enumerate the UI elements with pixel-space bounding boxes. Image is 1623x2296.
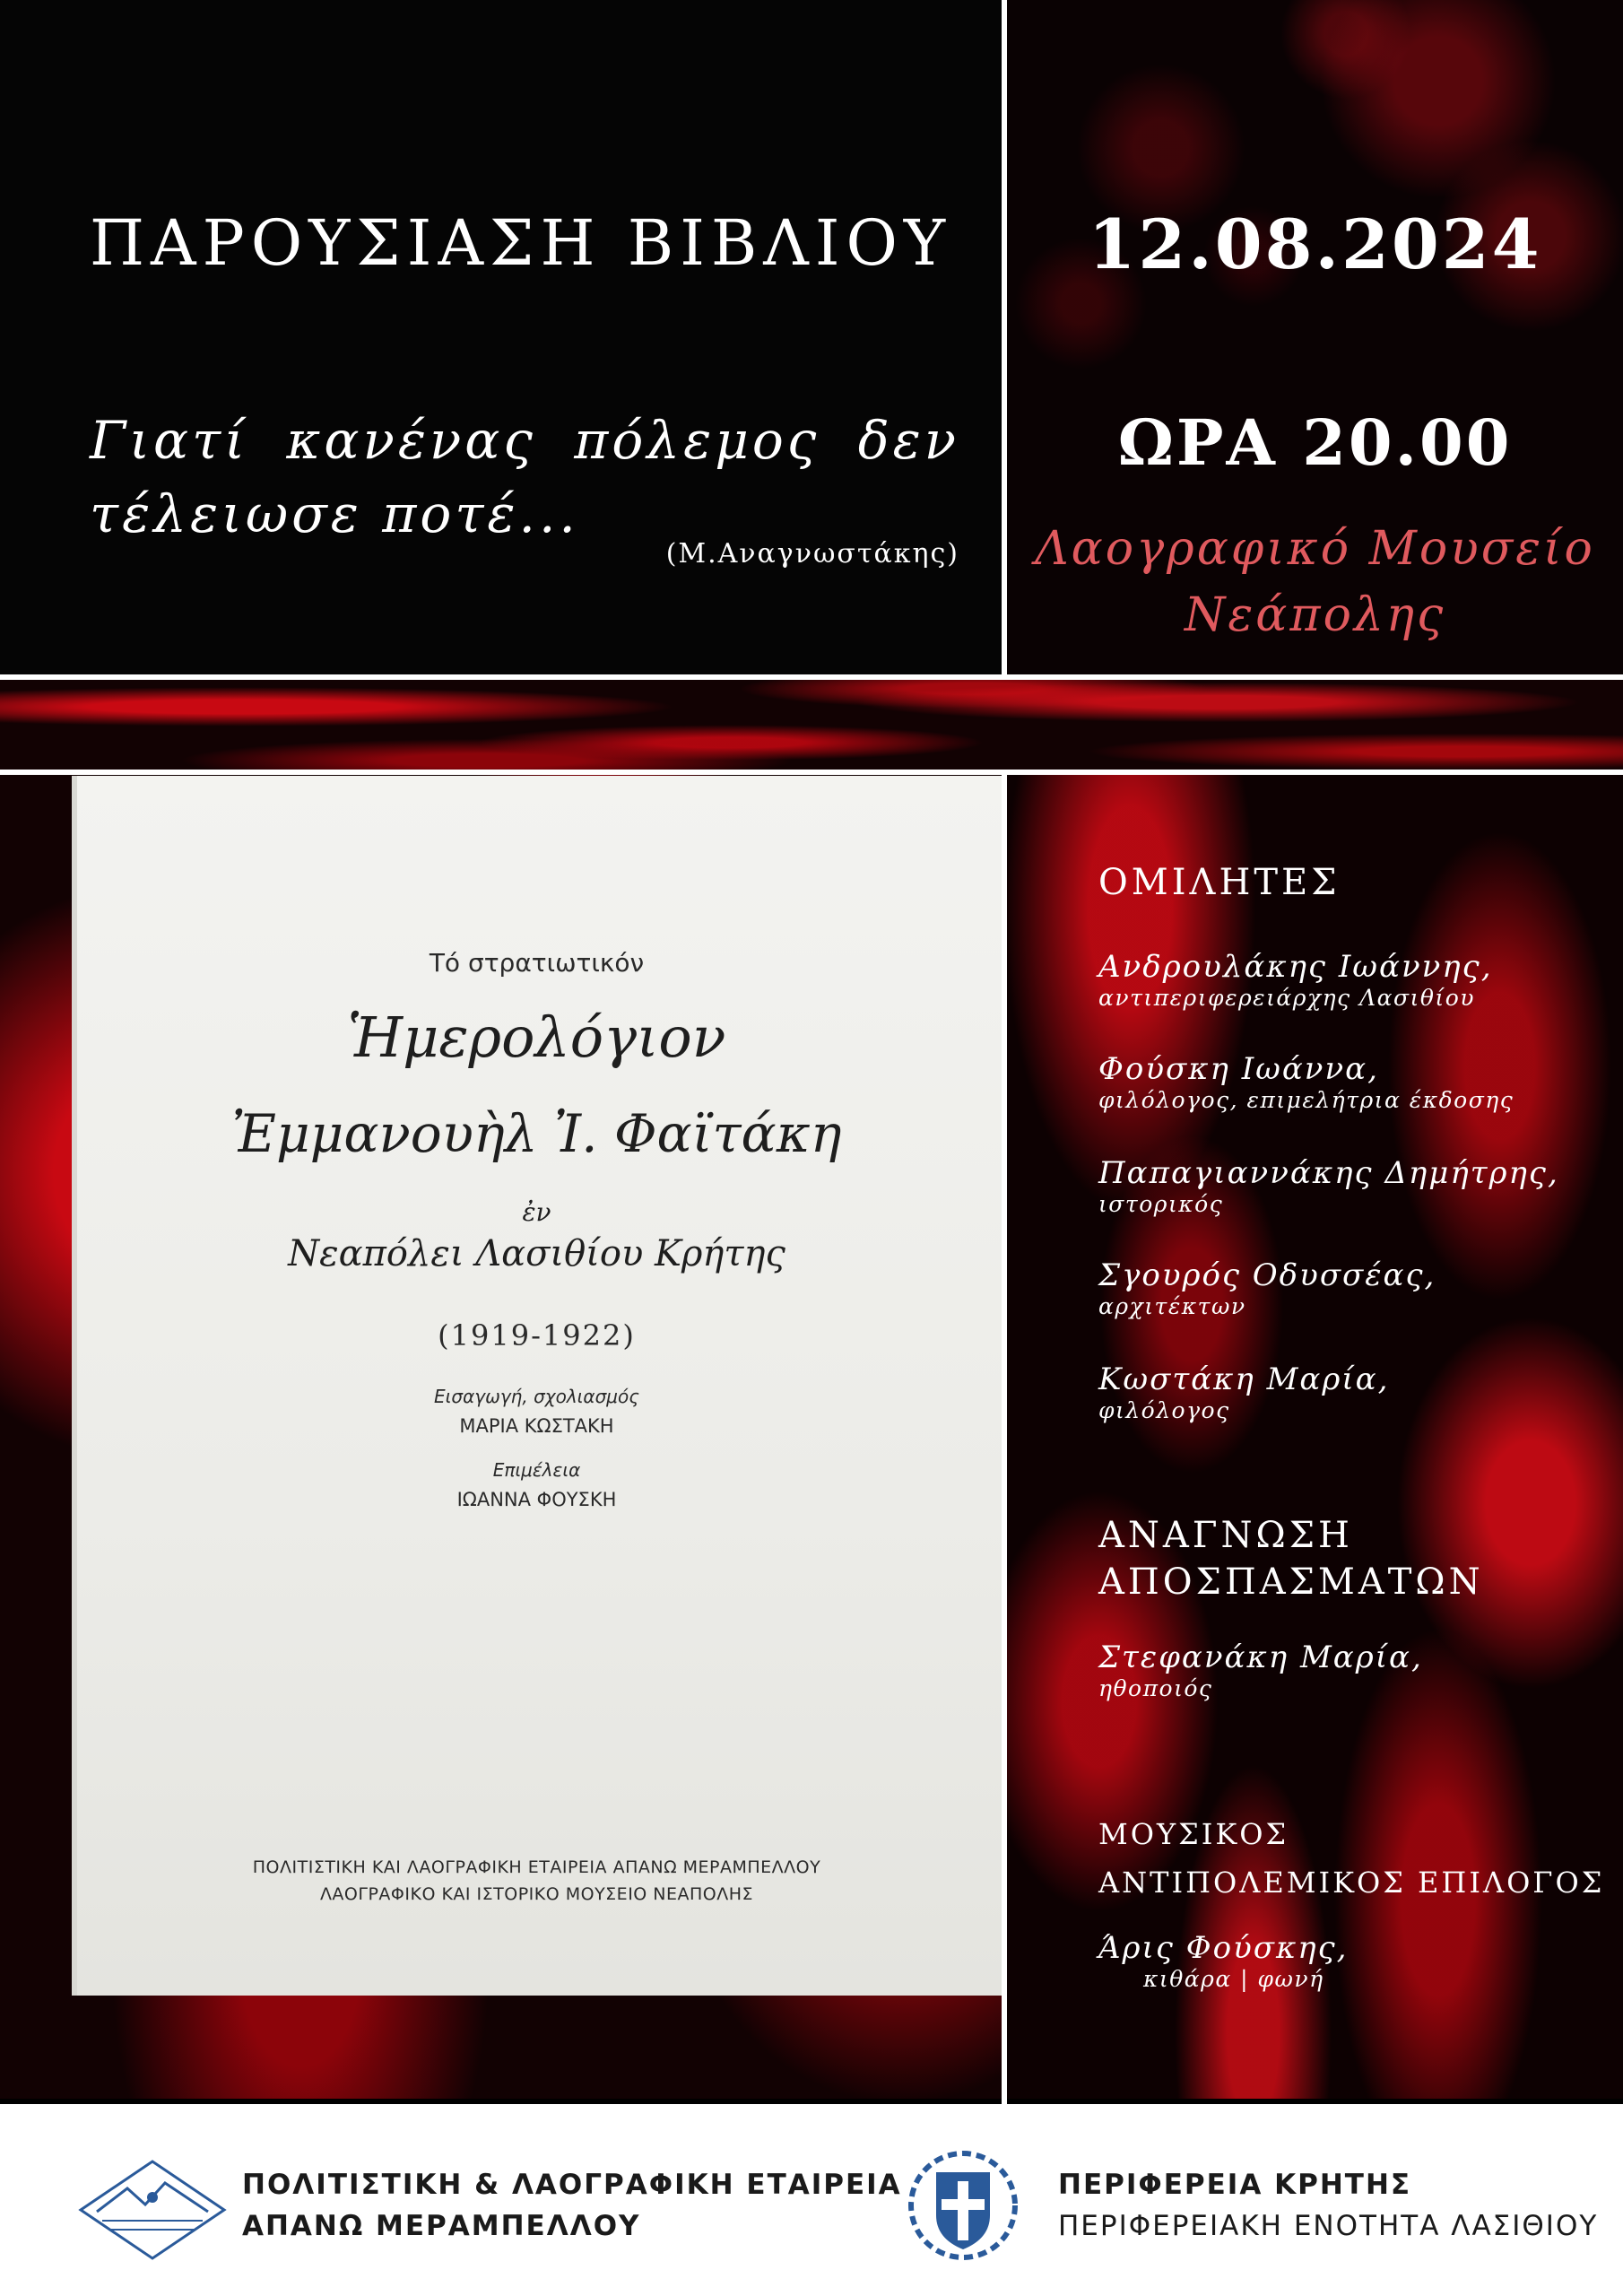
reader-role: ηθοποιός	[1098, 1675, 1213, 1701]
speakers-heading: ΟΜΙΛΗΤΕΣ	[1098, 862, 1341, 903]
speaker-role: αντιπεριφερειάρχης Λασιθίου	[1098, 985, 1475, 1011]
speaker-name: Φούσκη Ιωάννα,	[1098, 1051, 1379, 1087]
event-heading: ΠΑΡΟΥΣΙΑΣΗ ΒΙΒΛΙΟΥ	[90, 206, 952, 280]
cover-title-line-1: Ἡμερολόγιον	[347, 1004, 726, 1070]
cover-title-line-4: Νεαπόλει Λασιθίου Κρήτης	[288, 1233, 785, 1274]
quote-author: (Μ.Αναγνωστάκης)	[665, 538, 959, 570]
red-texture-band	[0, 680, 1623, 770]
speaker-item	[1098, 1361, 1610, 1424]
music-heading	[1098, 1810, 1610, 1907]
cover-intro-label: Εισαγωγή, σχολιασμός	[434, 1386, 639, 1407]
musician-item	[1098, 1930, 1610, 1993]
cover-pre-title: Τό στρατιωτικόν	[429, 948, 645, 978]
reader-name: Στεφανάκη Μαρία,	[1098, 1639, 1423, 1675]
reading-heading-line-1: ΑΝΑΓΝΩΣΗ	[1098, 1515, 1353, 1556]
speaker-item	[1098, 949, 1610, 1012]
speaker-item	[1098, 1155, 1610, 1218]
footer	[0, 2104, 1623, 2296]
cover-editor-name: ΙΩΑΝΝΑ ΦΟΥΣΚΗ	[456, 1489, 617, 1510]
speaker-item	[1098, 1051, 1610, 1114]
cover-publisher-line-1: ΠΟΛΙΤΙΣΤΙΚΗ ΚΑΙ ΛΑΟΓΡΑΦΙΚΗ ΕΤΑΙΡΕΙΑ ΑΠΑΝΩ ΜΕΡΑΜΠΕΛΛΟΥ	[252, 1857, 821, 1877]
cover-editor-label: Επιμέλεια	[492, 1459, 581, 1481]
speaker-role: φιλόλογος, επιμελήτρια έκδοσης	[1098, 1087, 1515, 1113]
quote-text: Γιατί κανένας πόλεμος δεν τέλειωσε ποτέ...	[90, 410, 959, 544]
speaker-name: Σγουρός Οδυσσέας,	[1098, 1257, 1436, 1293]
event-date: 12.08.2024	[1088, 204, 1542, 284]
speaker-name: Ανδρουλάκης Ιωάννης,	[1098, 949, 1493, 985]
reading-heading	[1098, 1512, 1610, 1605]
speaker-name: Παπαγιαννάκης Δημήτρης,	[1098, 1155, 1559, 1191]
speaker-name: Κωστάκη Μαρία,	[1098, 1361, 1390, 1397]
speaker-role: αρχιτέκτων	[1098, 1293, 1246, 1319]
header-left-panel	[0, 0, 1002, 674]
society-logo-icon	[75, 2156, 230, 2264]
event-time: ΩΡΑ 20.00	[1117, 405, 1513, 480]
reader-item	[1098, 1639, 1610, 1702]
musician-name: Άρις Φούσκης,	[1098, 1930, 1349, 1966]
book-cover-image	[72, 776, 1002, 1996]
region-crest-icon	[907, 2145, 1019, 2266]
society-name-line-2: ΑΠΑΝΩ ΜΕΡΑΜΠΕΛΛΟΥ	[242, 2210, 641, 2242]
event-venue	[1007, 516, 1623, 648]
region-name: ΠΕΡΙΦΕΡΕΙΑ ΚΡΗΤΗΣ	[1058, 2169, 1412, 2201]
venue-line-1: Λαογραφικό Μουσείο	[1035, 522, 1595, 576]
speaker-item	[1098, 1257, 1610, 1320]
cover-intro-name: ΜΑΡΙΑ ΚΩΣΤΑΚΗ	[459, 1415, 614, 1437]
cover-title-line-3: ἐν	[522, 1197, 551, 1227]
society-name-line-1: ΠΟΛΙΤΙΣΤΙΚΗ & ΛΑΟΓΡΑΦΙΚΗ ΕΤΑΙΡΕΙΑ	[242, 2169, 902, 2201]
music-heading-line-2: ΑΝΤΙΠΟΛΕΜΙΚΟΣ ΕΠΙΛΟΓΟΣ	[1098, 1866, 1605, 1900]
cover-title-line-2: Ἐμμανουὴλ Ἰ. Φαϊτάκη	[231, 1103, 842, 1164]
music-heading-line-1: ΜΟΥΣΙΚΟΣ	[1098, 1817, 1289, 1851]
speaker-role: ιστορικός	[1098, 1191, 1224, 1217]
cover-years: (1919-1922)	[438, 1318, 636, 1352]
cover-publisher-line-2: ΛΑΟΓΡΑΦΙΚΟ ΚΑΙ ΙΣΤΟΡΙΚΟ ΜΟΥΣΕΙΟ ΝΕΑΠΟΛΗΣ	[319, 1884, 754, 1904]
regional-unit-name: ΠΕΡΙΦΕΡΕΙΑΚΗ ΕΝΟΤΗΤΑ ΛΑΣΙΘΙΟΥ	[1058, 2210, 1599, 2242]
reading-heading-line-2: ΑΠΟΣΠΑΣΜΑΤΩΝ	[1098, 1561, 1484, 1603]
venue-line-2: Νεάπολης	[1184, 588, 1446, 642]
musician-role: κιθάρα | φωνή	[1143, 1966, 1324, 1992]
speaker-role: φιλόλογος	[1098, 1397, 1230, 1423]
